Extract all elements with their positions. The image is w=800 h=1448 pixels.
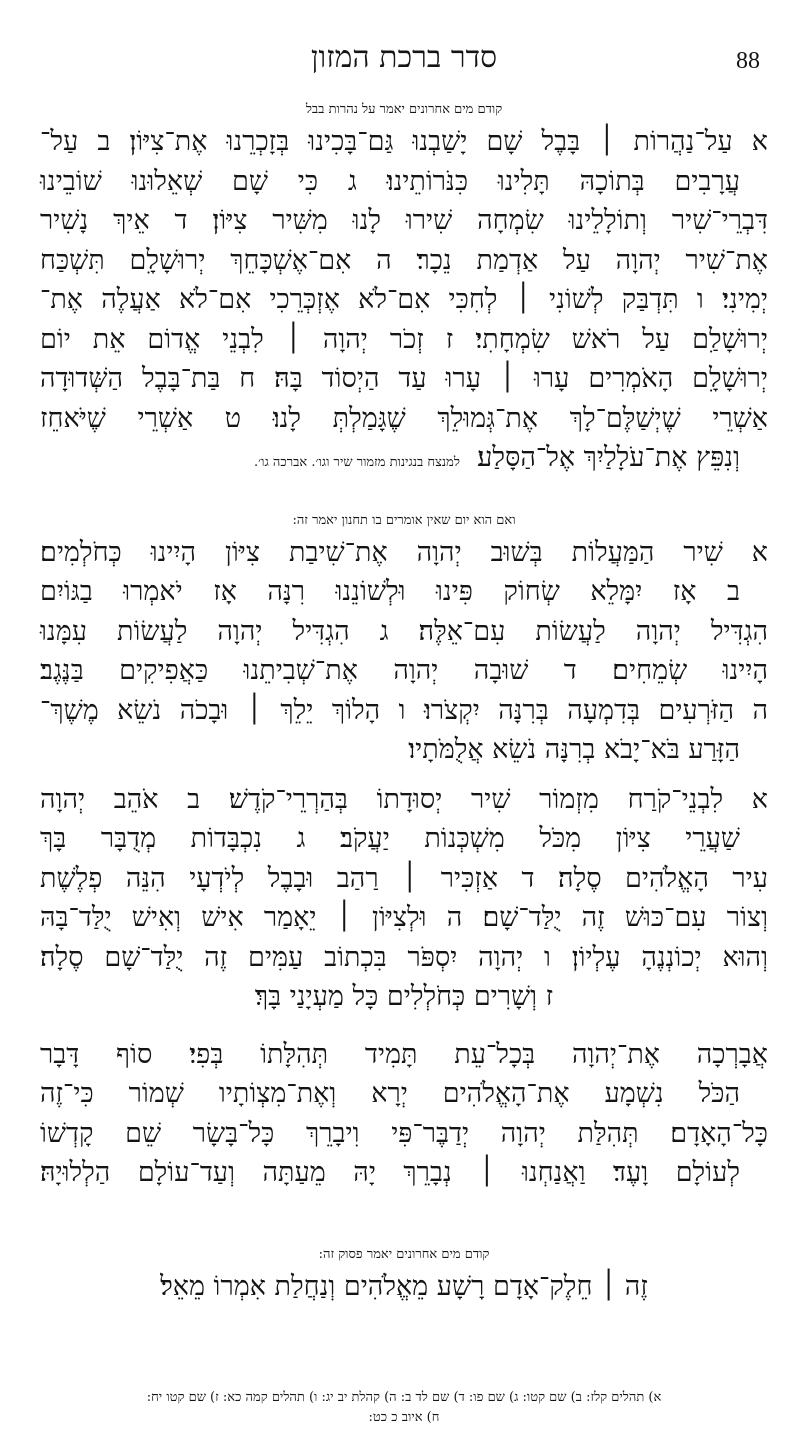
verse-line: לְעוֹלָם וָעֶד׃ וַאֲנַחְנוּ ׀ נְבָרֵךְ יָהּ מֵעַתָּה וְעַד־עוֹלָם הַלְלוּיָהּ׃ (40, 1157, 740, 1188)
verse-line: וְצוֹר עִם־כּוּשׁ זֶה יֻלַּד־שָׁם׃ ה וּלְצִיּוֹן ׀ יֵאָמַר אִישׁ וְאִישׁ יֻלַּד־בָּהּ (40, 902, 768, 933)
page-body (40, 100, 768, 1306)
verse-line: אַשְׁרֵי שֶׁיְשַׁלֶּם־לָךְ אֶת־גְּמוּלֵךְ שֶׁגָּמַלְתְּ לָנוּ׃ ט אַשְׁרֵי שֶׁיֹּאחֵז (40, 402, 768, 434)
verse-line: כָּל־הָאָדָם׃ תְּהִלַּת יְהוָה יְדַבֶּר־פִּי וִיבָרֵךְ כָּל־בָּשָׂר שֵׁם קָדְשׁוֹ (40, 1117, 768, 1149)
page-title: סדר ברכת המזון (310, 40, 498, 75)
section-avarcha (40, 1035, 768, 1193)
verse-line: יְרוּשָׁלַ͏ִם עַל רֹאשׁ שִׂמְחָתִי׃ ז זְכֹר יְהוָה ׀ לִבְנֵי אֱדוֹם אֵת יוֹם (40, 323, 768, 355)
footnote-line: א) תהלים קלז: ב) שם קטו: ג) שם פו: ד) שם לד ב: ה) קהלת יב יג: ו) תהלים קמה כא: ז) שם קטו יח: (146, 1390, 662, 1405)
verse-line: א עַל־נַהֲרוֹת ׀ בָּבֶל שָׁם יָשַׁבְנוּ גַּם־בָּכִינוּ בְּזָכְרֵנוּ אֶת־צִיּוֹן׃ ב עַל־ (40, 126, 768, 157)
section-instruction: קודם מים אחרונים יאמר על נהרות בבל (305, 102, 503, 117)
verse-line: הָיִינוּ שְׂמֵחִים׃ ד שׁוּבָה יְהוָה אֶת־שְׁבִיתֵנוּ כַּאֲפִיקִים בַּנֶּגֶב׃ (40, 655, 768, 686)
footnotes (40, 1388, 768, 1428)
verse-line: יְרוּשָׁלָ͏ִם הָאֹמְרִים עָרוּ ׀ עָרוּ עַד הַיְסוֹד בָּהּ׃ ח בַּת־בָּבֶל הַשְּׁדוּדָה (40, 363, 768, 394)
verse-line: הַזָּרַע בֹּא־יָבֹא בְרִנָּה נֹשֵׂא אֲלֻמֹּתָיו׃ (408, 734, 740, 765)
verse-line: יְמִינִי׃ ו תִּדְבַּק לְשׁוֹנִי ׀ לְחִכִּי אִם־לֹא אֶזְכְּרֵכִי אִם־לֹא אַעֲלֶה אֶת־ (40, 284, 768, 315)
verse-line: א שִׁיר הַמַּעֲלוֹת בְּשׁוּב יְהוָה אֶת־שִׁיבַת צִיּוֹן הָיִינוּ כְּחֹלְמִים׃ (40, 536, 768, 568)
page-number: 88 (736, 48, 760, 74)
footnote-line: ח) איוב כ כט: (368, 1410, 440, 1425)
verse-line: אֲבָרְכָה אֶת־יְהוָה בְּכָל־עֵת תָּמִיד תְּהִלָּתוֹ בְּפִי׃ סוֹף דָּבָר (40, 1038, 768, 1070)
verse-line: עִיר הָאֱלֹהִים סֶלָה׃ ד אַזְכִּיר ׀ רַהַב וּבָבֶל לְיֹדְעָי הִנֵּה פְלֶשֶׁת (40, 862, 768, 894)
verse-line: שַׁעֲרֵי צִיּוֹן מִכֹּל מִשְׁכְּנוֹת יַעֲקֹב׃ ג נִכְבָּדוֹת מְדֻבָּר בָּךְ (40, 823, 740, 854)
section-zeh-chelek (40, 1245, 768, 1307)
section-livnei-korach (40, 780, 768, 1017)
verse-line: וְהוּא יְכוֹנְנֶהָ עֶלְיוֹן׃ ו יְהוָה יִסְפֹּר בִּכְתוֹב עַמִּים זֶה יֻלַּד־שָׁם סֶלָה׃ (40, 941, 768, 973)
verse-line: הִגְדִּיל יְהוָה לַעֲשׂוֹת עִם־אֵלֶּה׃ ג הִגְדִּיל יְהוָה לַעֲשׂוֹת עִמָּנוּ (40, 615, 768, 647)
verse-line: עֲרָבִים בְּתוֹכָהּ תָּלִינוּ כִּנֹּרוֹתֵינוּ׃ ג כִּי שָׁם שְׁאֵלוּנוּ שׁוֹבֵינוּ (40, 165, 740, 197)
verse-line-last (40, 438, 768, 483)
section-instruction: ואם הוא יום שאין אומרים בו תחנון יאמר זה: (292, 512, 516, 528)
verse-line: ז וְשָׁרִים כְּחֹלְלִים כָּל מַעְיָנַי בָּךְ׃ (254, 981, 554, 1012)
section-al-naharot (40, 100, 768, 483)
verse-line: ב אָז יִמָּלֵא שְׂחוֹק פִּינוּ וּלְשׁוֹנֵנוּ רִנָּה אָז יֹאמְרוּ בַגּוֹיִם (40, 576, 740, 607)
verse-line: אֶת־שִׁיר יְהוָה עַל אַדְמַת נֵכָר׃ ה אִם־אֶשְׁכָּחֵךְ יְרוּשָׁלָ͏ִם תִּשְׁכַּח (40, 244, 768, 276)
page-header (40, 36, 768, 86)
section-tail-note: למנצח בנגינות מזמור שיר וגו׳. אברכה גו׳. (254, 455, 460, 470)
section-instruction: קודם מים אחרונים יאמר פסוק זה: (318, 1246, 490, 1262)
verse-text: וְנִפֵּץ אֶת־עֹלָלַיִךְ אֶל־הַסָּלַע׃ (477, 442, 740, 473)
verse-line: ה הַזֹּרְעִים בְּדִמְעָה בְּרִנָּה יִקְצֹרוּ׃ ו הָלוֹךְ יֵלֵךְ ׀ וּבָכֹה נֹשֵׂא מֶשֶׁךְ־ (40, 694, 768, 726)
verse-line: הַכֹּל נִשְׁמָע אֶת־הָאֱלֹהִים יְרָא וְאֶת־מִצְוֹתָיו שְׁמוֹר כִּי־זֶה (40, 1078, 740, 1109)
verse-line: דִּבְרֵי־שִׁיר וְתוֹלָלֵינוּ שִׂמְחָה שִׁירוּ לָנוּ מִשִּׁיר צִיּוֹן׃ ד אֵיךְ נָשִׁיר (40, 205, 768, 236)
verse-line: א לִבְנֵי־קֹרַח מִזְמוֹר שִׁיר יְסוּדָתוֹ בְּהַרְרֵי־קֹדֶשׁ׃ ב אֹהֵב יְהוָה (40, 783, 768, 815)
verse-line: זֶה ׀ חֵלֶק־אָדָם רָשָׁע מֵאֱלֹהִים וְנַחֲלַת אִמְרוֹ מֵאֵל׃ (160, 1270, 648, 1302)
section-shir-hamaalot (40, 511, 768, 770)
